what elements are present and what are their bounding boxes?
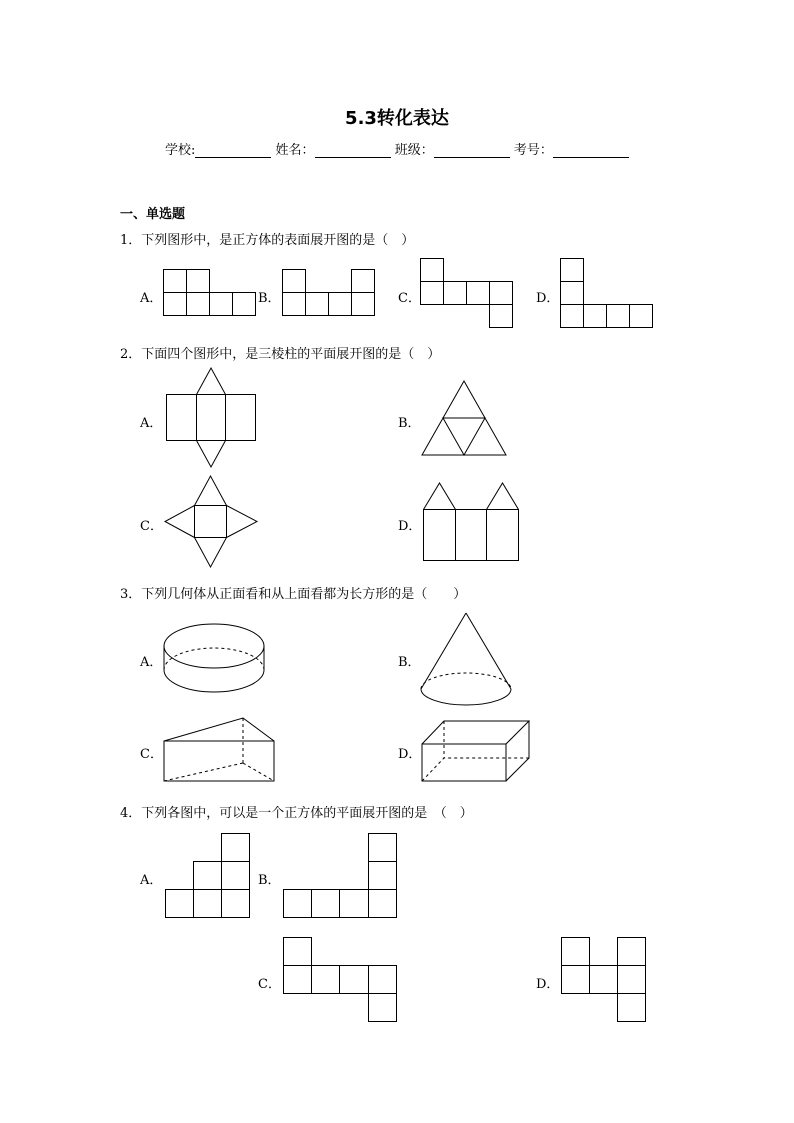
question-3-text: 3．下列几何体从正面看和从上面看都为长方形的是（ ）: [120, 587, 467, 602]
q2-option-c-label: C．: [140, 519, 163, 534]
name-label: 姓名：: [275, 143, 315, 158]
q3-figure-c-prism: [163, 717, 275, 783]
q1-option-d-label: D．: [536, 291, 560, 306]
q3-figure-a-cylinder: [163, 623, 265, 693]
q4-figure-a-net: [164, 833, 251, 919]
q3-option-c-label: C．: [140, 747, 163, 762]
question-1-text: 1．下列图形中，是正方体的表面展开图的是（ ）: [120, 233, 415, 248]
q1-option-b-label: B．: [258, 291, 281, 306]
q2-option-a-label: A．: [140, 416, 163, 431]
question-2-text: 2．下面四个图形中，是三棱柱的平面展开图的是（ ）: [120, 347, 441, 362]
page-title: 5.3转化表达: [345, 108, 449, 129]
q4-figure-d-net: [560, 937, 648, 1023]
q4-figure-c-net: [282, 937, 398, 1023]
q2-option-d-label: D．: [398, 519, 422, 534]
number-label: 考号：: [513, 143, 553, 158]
q3-option-b-label: B．: [398, 655, 421, 670]
question-4-text: 4．下列各图中，可以是一个正方体的平面展开图的是 （ ）: [120, 806, 473, 821]
q4-figure-b-net: [282, 833, 398, 919]
q1-figure-d-net: [560, 258, 653, 328]
q1-figure-c-net: [420, 258, 513, 328]
q2-figure-d-net: [423, 482, 519, 562]
q2-figure-c-net: [164, 475, 258, 568]
q3-figure-d-cuboid: [421, 720, 531, 782]
q3-option-d-label: D．: [398, 747, 422, 762]
q2-figure-b-net: [421, 380, 507, 456]
q1-figure-b-net: [282, 269, 375, 316]
student-info-line: [165, 139, 629, 158]
q3-figure-b-cone: [420, 612, 512, 706]
q2-option-b-label: B．: [398, 416, 421, 431]
school-blank: [195, 143, 271, 158]
q4-option-b-label: B．: [258, 873, 281, 888]
q4-option-a-label: A．: [140, 873, 163, 888]
school-label: 学校:: [165, 143, 196, 158]
q4-option-c-label: C．: [258, 977, 281, 992]
q3-option-a-label: A．: [140, 655, 163, 670]
q1-figure-a-net: [163, 269, 256, 316]
name-blank: [315, 143, 391, 158]
q1-option-a-label: A．: [140, 291, 163, 306]
number-blank: [553, 143, 629, 158]
class-blank: [434, 143, 510, 158]
section-heading: 一、单选题: [120, 207, 186, 222]
q4-option-d-label: D．: [536, 977, 560, 992]
class-label: 班级：: [394, 143, 434, 158]
q1-option-c-label: C．: [398, 291, 421, 306]
q2-figure-a-net: [166, 367, 256, 468]
